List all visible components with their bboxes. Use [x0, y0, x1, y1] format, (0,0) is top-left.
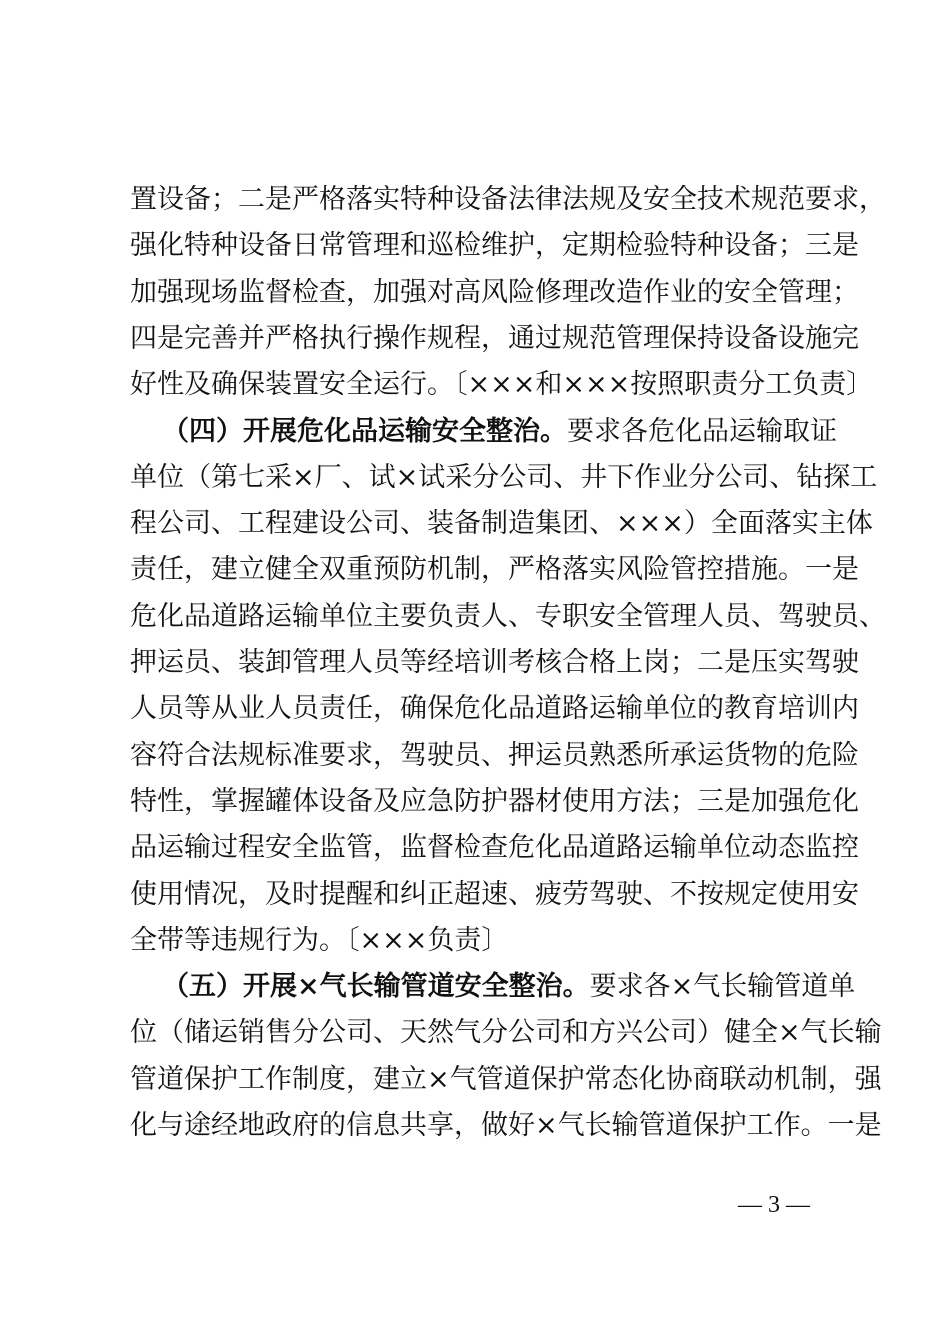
text-line	[130, 273, 859, 313]
page-number: — 3 —	[738, 1192, 810, 1218]
line-text: 程公司、工程建设公司、装备制造集团、×××）全面落实主体	[130, 508, 873, 540]
text-line	[130, 828, 859, 868]
line-text: 加强现场监督检查，加强对高风险修理改造作业的安全管理；	[130, 276, 859, 308]
line-text: 使用情况，及时提醒和纠正超速、疲劳驾驶、不按规定使用安	[130, 878, 859, 910]
line-text: 四是完善并严格执行操作规程，通过规范管理保持设备设施完	[130, 322, 859, 354]
line-text: 容符合法规标准要求，驾驶员、押运员熟悉所承运货物的危险	[130, 739, 859, 771]
line-text: 化与途经地政府的信息共享，做好×气长输管道保护工作。一是	[130, 1110, 882, 1141]
line-text: 要求各危化品运输取证	[567, 415, 837, 447]
text-line	[130, 597, 886, 637]
text-line	[130, 1106, 882, 1146]
line-text: 品运输过程安全监管，监督检查危化品道路运输单位动态监控	[130, 832, 859, 864]
line-text: 责任，建立健全双重预防机制，严格落实风险管控措施。一是	[130, 554, 859, 586]
text-line	[130, 550, 859, 590]
text-line	[130, 1060, 882, 1100]
text-line	[130, 1013, 882, 1053]
line-text: 要求各×气长输管道单	[589, 971, 856, 1003]
text-line	[130, 736, 859, 776]
line-text: 特性，掌握罐体设备及应急防护器材使用方法；三是加强危化	[130, 785, 859, 817]
section-heading: （四）开展危化品运输安全整治。	[162, 415, 567, 447]
text-line	[130, 458, 878, 498]
text-line	[130, 504, 873, 544]
text-line	[130, 875, 859, 915]
text-line	[130, 226, 859, 266]
section-heading: （五）开展×气长输管道安全整治。	[162, 971, 590, 1003]
line-text: 管道保护工作制度，建立×气管道保护常态化协商联动机制，强	[130, 1063, 882, 1095]
line-text: 全带等违规行为。〔×××负责〕	[130, 924, 509, 956]
line-text: 置设备；二是严格落实特种设备法律法规及安全技术规范要求，	[130, 184, 886, 215]
line-text: 单位（第七采×厂、试×试采分公司、井下作业分公司、钻探工	[130, 461, 878, 493]
text-line	[130, 643, 859, 683]
line-text: 好性及确保装置安全运行。〔×××和×××按照职责分工负责〕	[130, 369, 874, 401]
text-line	[130, 921, 830, 961]
text-line	[130, 365, 874, 405]
line-text: 强化特种设备日常管理和巡检维护，定期检验特种设备；三是	[130, 230, 859, 262]
paragraph-heading-line	[162, 412, 837, 452]
paragraph-heading-line	[162, 967, 856, 1007]
text-line	[130, 782, 859, 822]
text-line	[130, 689, 859, 729]
text-line	[130, 319, 859, 359]
line-text: 人员等从业人员责任，确保危化品道路运输单位的教育培训内	[130, 693, 859, 725]
line-text: 押运员、装卸管理人员等经培训考核合格上岗；二是压实驾驶	[130, 647, 859, 678]
line-text: 危化品道路运输单位主要负责人、专职安全管理人员、驾驶员、	[130, 600, 886, 632]
text-line	[130, 180, 886, 220]
line-text: 位（储运销售分公司、天然气分公司和方兴公司）健全×气长输	[130, 1017, 882, 1049]
